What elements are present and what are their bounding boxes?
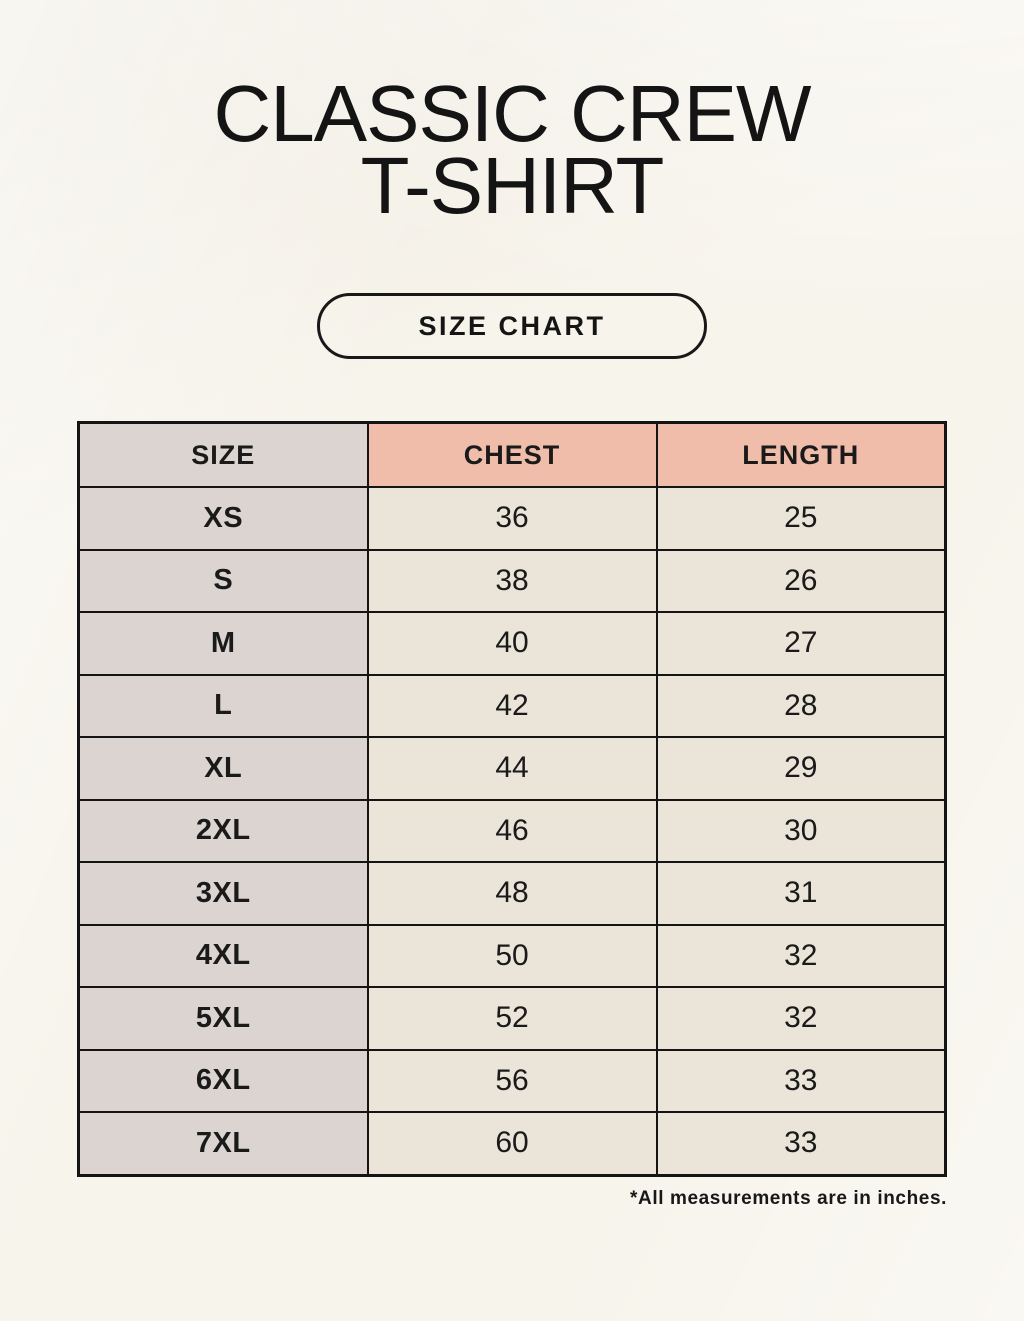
length-cell: 25 [657, 487, 946, 550]
size-cell: 2XL [79, 800, 368, 863]
page-title [0, 69, 1024, 230]
size-cell: S [79, 550, 368, 613]
table-body [79, 487, 946, 1175]
table-row [79, 862, 946, 925]
chest-cell: 60 [368, 1112, 657, 1175]
length-cell: 30 [657, 800, 946, 863]
table-row [79, 925, 946, 988]
chest-cell: 56 [368, 1050, 657, 1113]
length-cell: 28 [657, 675, 946, 738]
table-row [79, 987, 946, 1050]
chest-cell: 52 [368, 987, 657, 1050]
length-cell: 29 [657, 737, 946, 800]
title-line-1: CLASSIC CREW [213, 69, 811, 158]
table-row [79, 1050, 946, 1113]
table-row [79, 1112, 946, 1175]
size-cell: 4XL [79, 925, 368, 988]
table-row [79, 550, 946, 613]
size-cell: XS [79, 487, 368, 550]
length-cell: 33 [657, 1112, 946, 1175]
size-cell: 3XL [79, 862, 368, 925]
table-row [79, 675, 946, 738]
table-header [79, 423, 946, 488]
size-chart-table [77, 421, 947, 1177]
size-cell: L [79, 675, 368, 738]
length-cell: 31 [657, 862, 946, 925]
chest-cell: 46 [368, 800, 657, 863]
size-cell: XL [79, 737, 368, 800]
measurements-footnote: *All measurements are in inches. [630, 1187, 947, 1209]
chest-cell: 40 [368, 612, 657, 675]
column-header-chest: CHEST [368, 423, 657, 488]
length-cell: 32 [657, 987, 946, 1050]
table-row [79, 800, 946, 863]
title-line-2: T-SHIRT [360, 141, 664, 230]
size-cell: M [79, 612, 368, 675]
chest-cell: 38 [368, 550, 657, 613]
table-row [79, 487, 946, 550]
chest-cell: 48 [368, 862, 657, 925]
chest-cell: 50 [368, 925, 657, 988]
table-header-row [79, 423, 946, 488]
size-cell: 6XL [79, 1050, 368, 1113]
size-chart-badge[interactable]: SIZE CHART [317, 293, 707, 359]
column-header-length: LENGTH [657, 423, 946, 488]
length-cell: 32 [657, 925, 946, 988]
column-header-size: SIZE [79, 423, 368, 488]
chest-cell: 44 [368, 737, 657, 800]
length-cell: 33 [657, 1050, 946, 1113]
length-cell: 27 [657, 612, 946, 675]
table-row [79, 737, 946, 800]
length-cell: 26 [657, 550, 946, 613]
size-cell: 5XL [79, 987, 368, 1050]
table-row [79, 612, 946, 675]
chest-cell: 42 [368, 675, 657, 738]
size-cell: 7XL [79, 1112, 368, 1175]
chest-cell: 36 [368, 487, 657, 550]
